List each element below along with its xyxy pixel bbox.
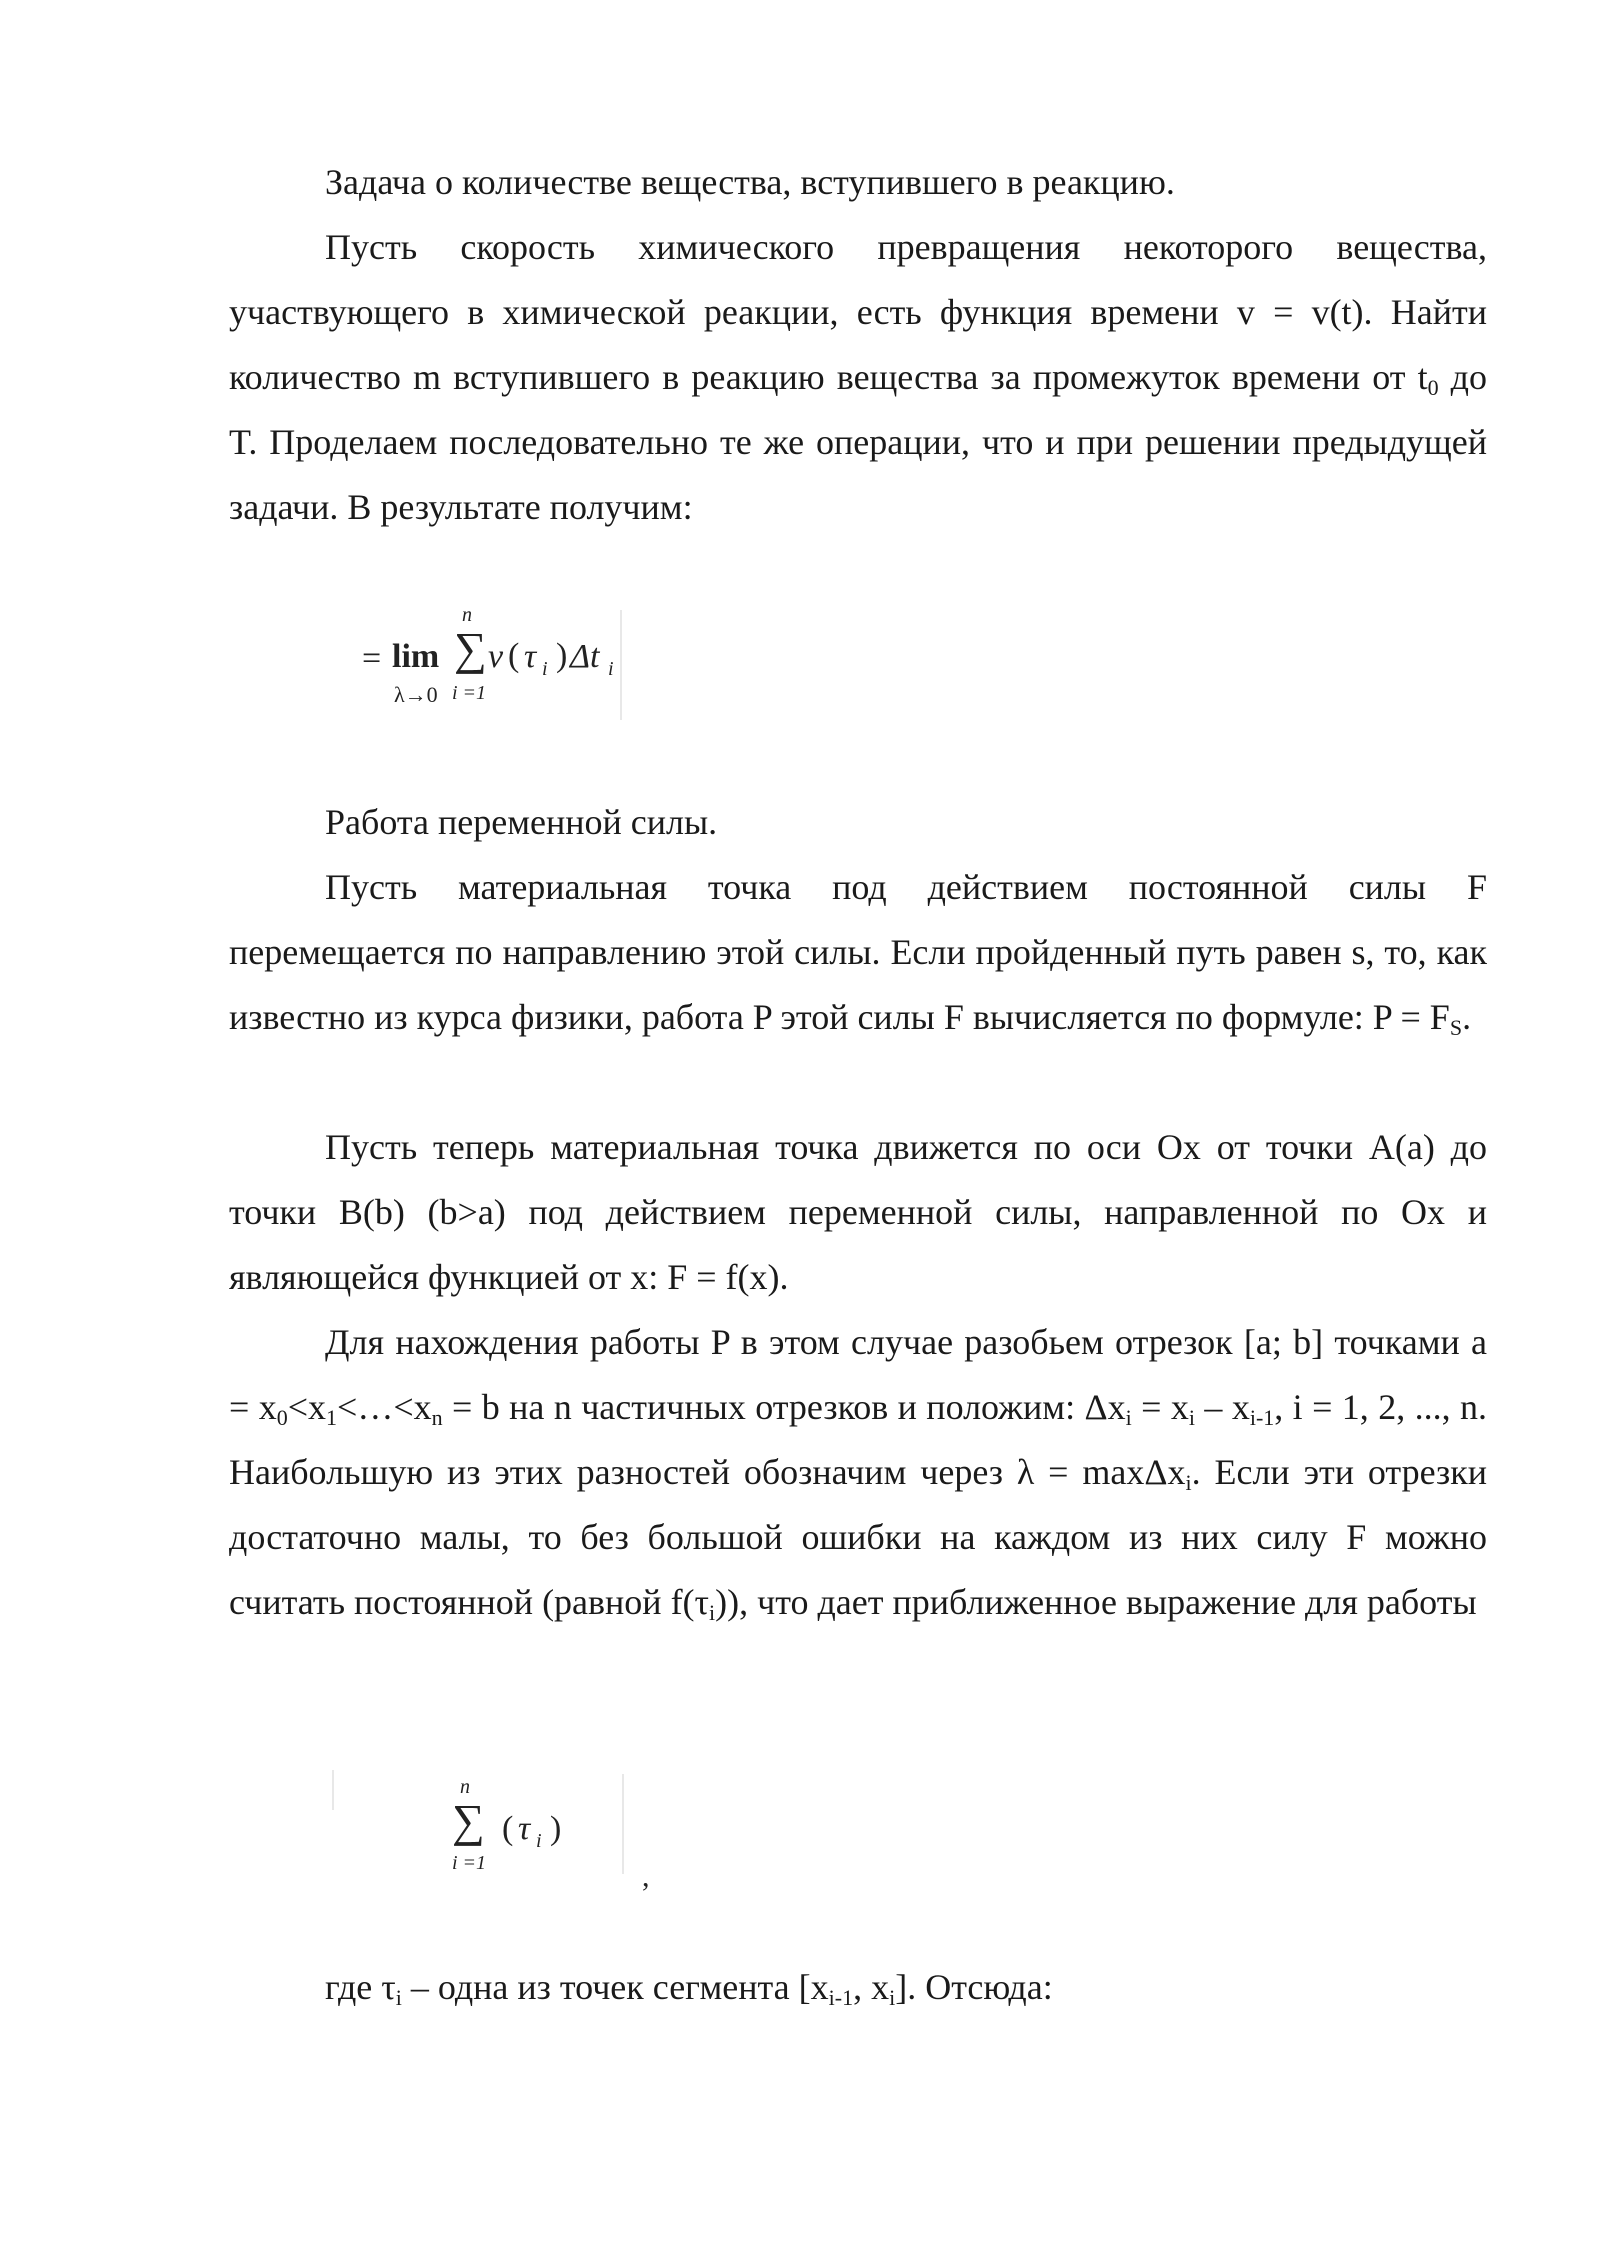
tau-symbol: τ bbox=[524, 638, 537, 675]
paren-open: ( bbox=[502, 1810, 514, 1847]
subscript: i bbox=[1185, 1470, 1192, 1495]
text-run: = x bbox=[1131, 1387, 1189, 1427]
velocity-symbol: v bbox=[488, 638, 504, 675]
text-run: <x bbox=[287, 1387, 327, 1427]
text-run: , x bbox=[853, 1967, 890, 2007]
text-run: . Если эти отрезки достаточно малы, то без большой ошибки на каждом из них силу F можно считать постоянной (равной f(τ bbox=[229, 1452, 1487, 1622]
paragraph-variable-force bbox=[229, 1115, 1487, 1310]
text-run: где τ bbox=[325, 1967, 396, 2007]
subscript: i bbox=[1125, 1405, 1132, 1430]
heading-text: Работа переменной силы. bbox=[325, 802, 718, 842]
subscript: i bbox=[395, 1985, 402, 2010]
sum-upper-limit: n bbox=[460, 1776, 470, 1798]
heading-substance-problem bbox=[229, 150, 1487, 215]
heading-variable-force bbox=[229, 790, 1487, 855]
paren-close: ) bbox=[550, 1810, 562, 1847]
tau-symbol: τ bbox=[518, 1810, 531, 1847]
paragraph-work-partition bbox=[229, 1310, 1487, 1635]
text-run: Пусть материальная точка под действием постоянной силы F перемещается по направлению этой силы. Если пройденный путь равен s, то, как известно из курса физики, работа P этой силы F вычисляется по формуле: P = F bbox=[229, 867, 1487, 1037]
formula-image-edge-left bbox=[332, 1770, 334, 1810]
delta-t-subscript: i bbox=[608, 658, 614, 680]
paragraph-substance-rate bbox=[229, 215, 1487, 540]
formula-limit-sum bbox=[330, 604, 620, 720]
sum-symbol: ∑ bbox=[454, 623, 487, 674]
text-run: – одна из точек сегмента [x bbox=[401, 1967, 829, 2007]
formula-comma: , bbox=[642, 1860, 650, 1893]
subscript: 0 bbox=[1427, 375, 1439, 400]
text-run: Пусть скорость химического превращения некоторого вещества, участвующего в химической реакции, есть функция времени v = v(t). Найти количество m вступившего в реакцию вещества за промежуток времени от t bbox=[229, 227, 1487, 397]
heading-text: Задача о количестве вещества, вступившего в реакцию. bbox=[325, 162, 1175, 202]
paren-close: ) bbox=[556, 637, 568, 674]
formula-work-sum bbox=[330, 1760, 660, 1893]
text-run: – x bbox=[1195, 1387, 1250, 1427]
lim-operator: lim bbox=[392, 638, 440, 675]
sum-lower-limit: i =1 bbox=[452, 1852, 487, 1874]
paragraph-constant-force bbox=[229, 855, 1487, 1050]
text-run: , i = 1, 2, ..., n. Наибольшую из этих разностей обозначим через λ = maxΔx bbox=[229, 1387, 1488, 1492]
text-run: . bbox=[1462, 997, 1472, 1037]
text-run: Для нахождения работы P в этом случае разобьем отрезок [a; b] точками a = x bbox=[229, 1322, 1487, 1427]
delta-t-symbol: Δt bbox=[570, 638, 600, 675]
text-run: ]. Отсюда: bbox=[895, 1967, 1053, 2007]
equals-sign: = bbox=[362, 640, 382, 677]
paragraph-tau-definition bbox=[229, 1955, 1487, 2020]
text-run: = b на n частичных отрезков и положим: Δx bbox=[442, 1387, 1126, 1427]
subscript: n bbox=[431, 1405, 443, 1430]
tau-subscript: i bbox=[542, 658, 548, 680]
text-run: Пусть теперь материальная точка движется по оси Ox от точки A(a) до точки B(b) (b>a) под действием переменной силы, направленной по Ox и являющейся функцией от x: F = f(x). bbox=[229, 1127, 1487, 1297]
formula-image-edge bbox=[620, 610, 622, 720]
subscript: i bbox=[889, 1985, 896, 2010]
formula-image-edge-right bbox=[622, 1774, 624, 1874]
sum-upper-limit: n bbox=[462, 604, 472, 626]
text-run: до T. Проделаем последовательно те же операции, что и при решении предыдущей задачи. В результате получим: bbox=[229, 357, 1487, 527]
subscript: i bbox=[709, 1600, 716, 1625]
sum-lower-limit: i =1 bbox=[452, 682, 487, 704]
subscript: 1 bbox=[326, 1405, 338, 1430]
subscript: i bbox=[1188, 1405, 1196, 1430]
subscript: S bbox=[1449, 1015, 1463, 1040]
text-run: <…<x bbox=[337, 1387, 432, 1427]
subscript: i-1 bbox=[828, 1985, 854, 2010]
text-run: )), что дает приближенное выражение для работы bbox=[715, 1582, 1477, 1622]
paren-open: ( bbox=[508, 637, 520, 674]
sum-symbol: ∑ bbox=[452, 1795, 485, 1846]
tau-subscript: i bbox=[536, 1830, 542, 1852]
subscript: i-1 bbox=[1249, 1405, 1275, 1430]
lim-subscript: λ→0 bbox=[394, 682, 438, 707]
subscript: 0 bbox=[276, 1405, 288, 1430]
